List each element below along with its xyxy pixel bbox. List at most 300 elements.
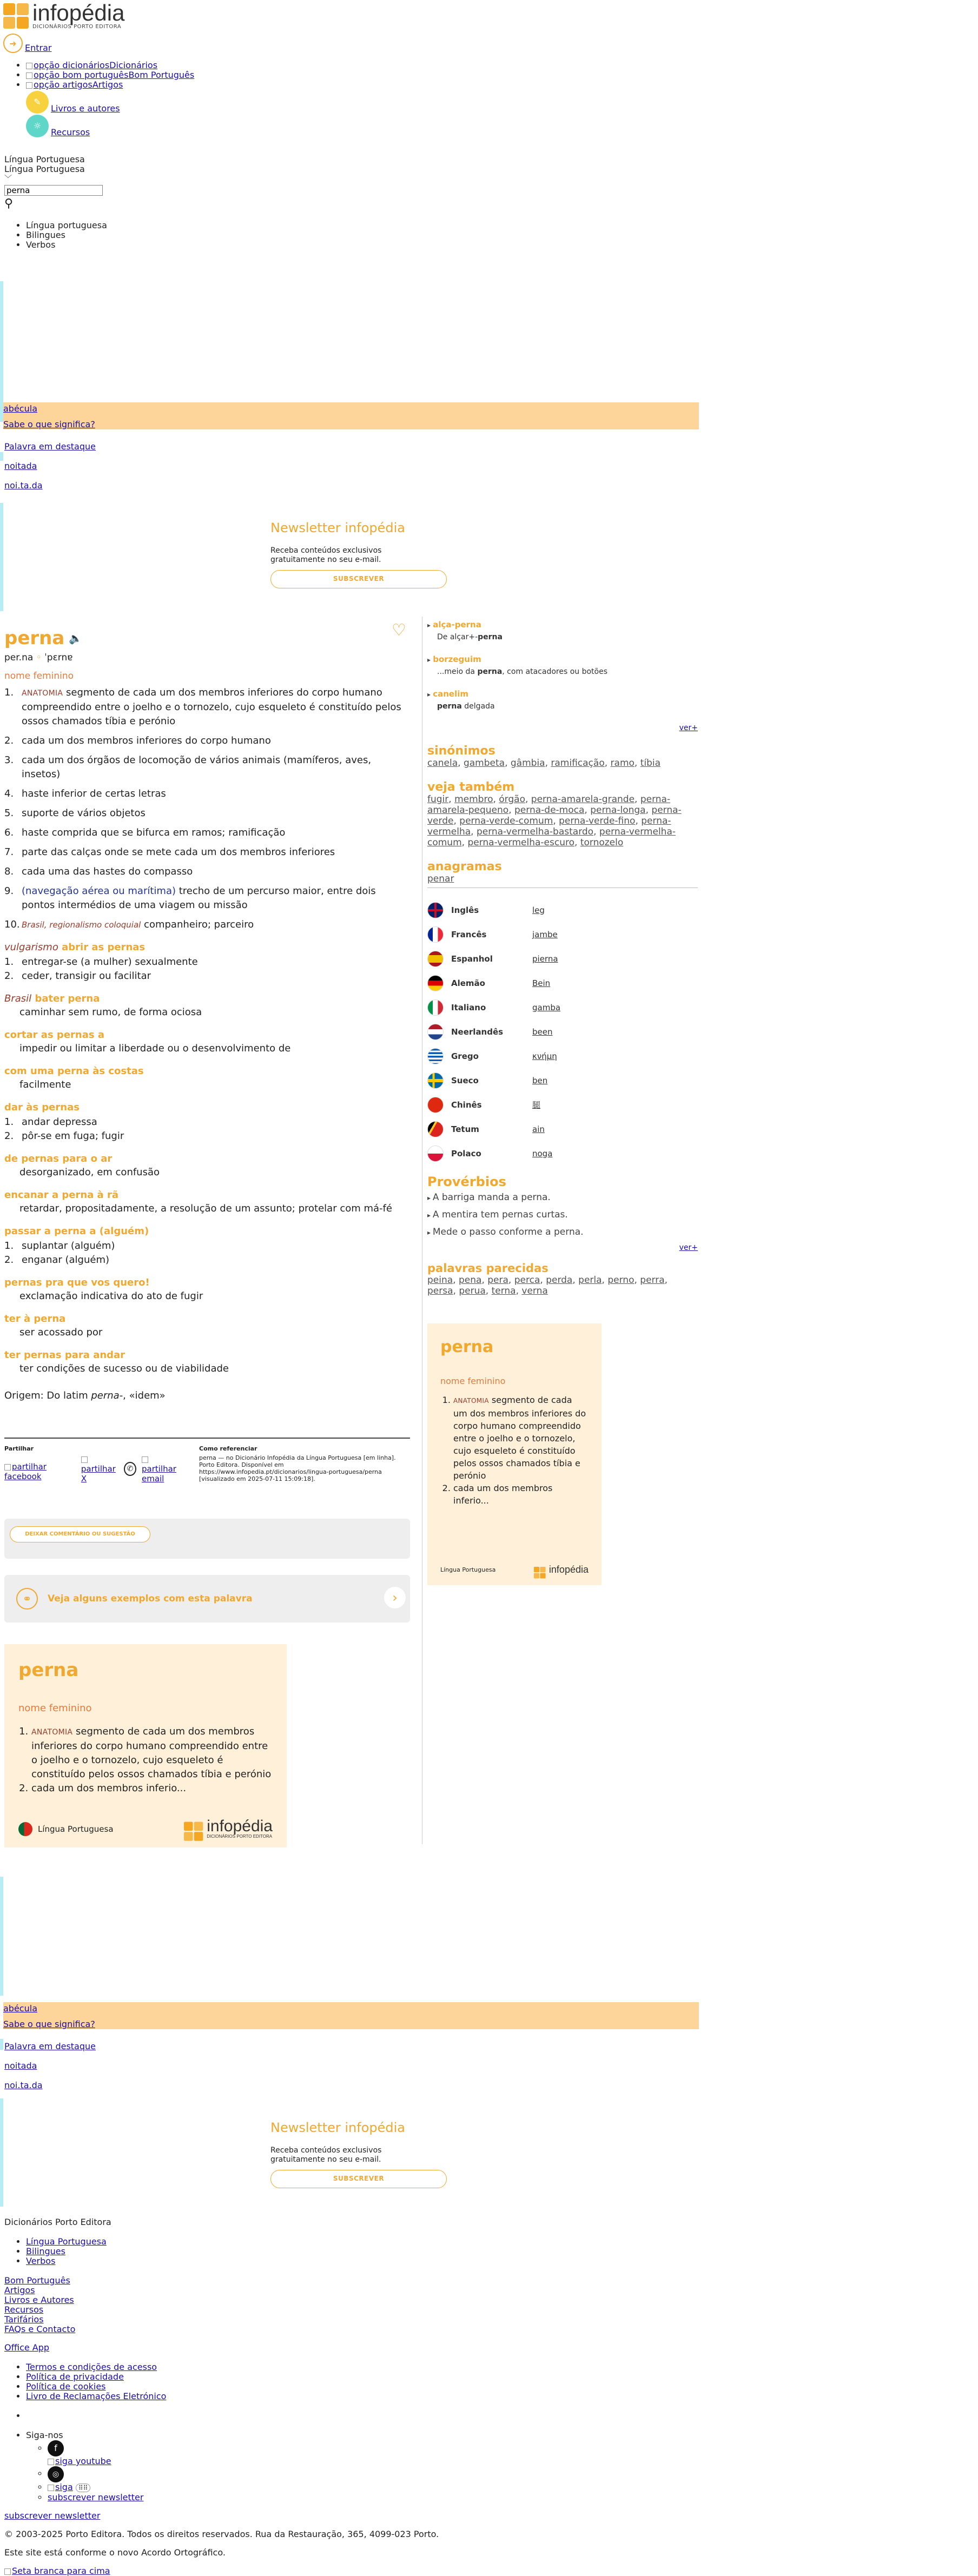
examples-icon: ⚭ xyxy=(16,1588,38,1610)
nav-item-dicionarios[interactable] xyxy=(26,61,194,70)
social-other-link[interactable] xyxy=(48,2482,73,2492)
flag-icon xyxy=(427,1097,444,1113)
dictionary-entry xyxy=(4,621,410,1401)
logo-subtitle: DICIONÁRIOS PORTO EDITORA xyxy=(32,24,122,30)
related-excerpt xyxy=(427,702,698,711)
login-link[interactable]: Entrar xyxy=(25,43,52,53)
examples-box[interactable] xyxy=(4,1575,410,1623)
see-also-link[interactable]: perna-amarela-grande xyxy=(531,794,635,805)
logo-mark-icon xyxy=(534,1567,539,1572)
search-icon[interactable]: ⚲ xyxy=(4,197,14,210)
see-also-link[interactable]: perna-vermelha xyxy=(427,816,671,837)
chevron-right-icon[interactable]: › xyxy=(384,1587,406,1608)
proverbs-more-link[interactable]: ver+ xyxy=(679,1243,698,1252)
back-to-top-link[interactable] xyxy=(4,2566,110,2576)
similar-word-link[interactable]: perra xyxy=(640,1275,665,1286)
translation-language: Grego xyxy=(451,1051,479,1061)
idiom-def-text: suplantar (alguém) xyxy=(22,1240,115,1251)
translation-word[interactable]: leg xyxy=(532,905,545,915)
see-also-link[interactable]: perna-vermelha-bastardo xyxy=(476,826,594,837)
flag-icon xyxy=(427,926,444,943)
login-area[interactable] xyxy=(3,34,51,53)
footer-legal-link[interactable]: Política de privacidade xyxy=(26,2372,124,2382)
translation-language: Inglês xyxy=(451,905,479,915)
pron-separator-icon: ◦ xyxy=(36,652,42,663)
idiom-block xyxy=(4,1029,410,1056)
sense-text: cada um dos membros inferiores do corpo humano xyxy=(22,735,271,746)
card-sense: 2. cada um dos membros inferio... xyxy=(31,1782,273,1796)
nav-item-artigos[interactable] xyxy=(26,80,194,90)
sense-item xyxy=(4,918,410,932)
citation-text: perna — no Dicionário Infopédia da Língua Portuguesa [em linha]. Porto Editora. Disponível em https://www.infopedia.pt/dicionarios/lingua-portuguesa/perna [visualizado em 2025-07-11 15:09:18]. xyxy=(199,1454,396,1482)
sense-text: suporte de vários objetos xyxy=(22,807,146,819)
footer-separator xyxy=(4,2411,697,2421)
footer-legal-link[interactable]: Termos e condições de acesso xyxy=(26,2362,157,2372)
logo-mark-icon xyxy=(184,1822,199,1836)
sense-item xyxy=(4,826,410,840)
side-card-brand-logo xyxy=(534,1564,589,1575)
sense-item xyxy=(4,734,410,748)
idiom-def-item xyxy=(4,969,410,983)
newsletter-text: Receba conteúdos exclusivos gratuitamente no seu e-mail. xyxy=(270,2146,382,2164)
translation-word[interactable]: ain xyxy=(532,1124,545,1134)
idiom-defs xyxy=(4,955,410,983)
ad-strip xyxy=(0,1877,3,1996)
promo-know-link[interactable]: Sabe o que significa? xyxy=(3,2019,95,2029)
footer-dict-link[interactable]: Verbos xyxy=(26,2256,56,2266)
sidebar xyxy=(427,620,698,1585)
footer-dicts xyxy=(4,2237,697,2266)
translation-word[interactable]: pierna xyxy=(532,953,558,964)
idiom-def: ser acossado por xyxy=(19,1327,103,1338)
nav-label-books[interactable]: Livros e autores xyxy=(51,103,120,114)
similar-words-title: palavras parecidas xyxy=(427,1262,549,1275)
translation-word[interactable]: 腿 xyxy=(532,1100,541,1110)
similar-word-link[interactable]: perua xyxy=(459,1286,486,1296)
see-also-link[interactable]: tornozelo xyxy=(580,837,624,848)
idiom-head: pernas pra que vos quero! xyxy=(4,1277,150,1288)
sense-item xyxy=(4,686,410,729)
card-word: perna xyxy=(18,1659,79,1681)
senses-list xyxy=(4,686,410,932)
sense-item xyxy=(4,753,410,782)
similar-word-link[interactable]: terna xyxy=(491,1286,516,1296)
share-section xyxy=(4,1445,194,1484)
nav-label-artigos[interactable]: Artigos xyxy=(92,80,123,90)
idiom-defs xyxy=(4,1115,410,1143)
etymology-prefix: Origem: Do latim xyxy=(4,1390,91,1401)
translation-word[interactable]: Bein xyxy=(532,978,551,988)
see-also-link[interactable]: perna-verde-fino xyxy=(559,816,636,826)
related-excerpt xyxy=(427,633,698,641)
part-of-speech: nome feminino xyxy=(4,671,74,681)
idiom-def: desorganizado, em confusão xyxy=(19,1167,160,1178)
sense-item xyxy=(4,845,410,859)
idiom-def-item xyxy=(4,1115,410,1129)
youtube-icon xyxy=(48,2459,54,2465)
related-item[interactable] xyxy=(427,620,698,641)
idiom-heading xyxy=(4,1153,410,1164)
idiom-label: vulgarismo xyxy=(4,942,58,953)
whatsapp-icon[interactable]: ✆ xyxy=(124,1462,136,1476)
idiom-heading xyxy=(4,1277,410,1288)
footer-link[interactable]: FAQs e Contacto xyxy=(4,2324,76,2334)
proverbs-list xyxy=(427,1189,698,1241)
idiom-def-item xyxy=(4,955,410,969)
dictionary-options xyxy=(0,221,107,250)
newsletter-box xyxy=(270,520,454,588)
see-also-link[interactable]: perna-vermelha-escuro xyxy=(467,837,575,848)
etymology-suffix: -, «idem» xyxy=(119,1390,166,1401)
instagram-icon[interactable]: ◎ xyxy=(48,2466,64,2482)
language-select[interactable] xyxy=(4,155,85,184)
newsletter-subscribe-button[interactable]: SUBSCREVER xyxy=(270,570,447,588)
side-card-sense xyxy=(453,1394,589,1482)
sense-text: cada uma das hastes do compasso xyxy=(22,866,193,877)
footer xyxy=(4,2217,697,2576)
email-icon xyxy=(142,1456,148,1463)
footer-dict-link[interactable]: Bilingues xyxy=(26,2246,65,2256)
translation-word[interactable]: noga xyxy=(532,1148,553,1158)
nav-alt[interactable]: opção dicionários xyxy=(34,60,110,70)
footer-legal xyxy=(4,2362,697,2401)
translation-language: Sueco xyxy=(451,1075,479,1085)
related-words xyxy=(427,620,698,711)
flag-icon xyxy=(427,1145,444,1162)
synonym-link[interactable]: canela xyxy=(427,758,458,769)
sense-item xyxy=(4,884,410,912)
site-logo[interactable] xyxy=(3,2,124,30)
translation-word[interactable]: gamba xyxy=(532,1002,561,1012)
see-also-title: veja também xyxy=(427,780,515,794)
flag-icon xyxy=(427,975,444,991)
newsletter-subscribe-button[interactable]: SUBSCREVER xyxy=(270,2170,447,2188)
footer-dict-link[interactable]: Língua Portuguesa xyxy=(26,2236,107,2247)
similar-word-link[interactable]: peina xyxy=(427,1275,453,1286)
footer-subscribe-link-2[interactable]: subscrever newsletter xyxy=(4,2511,101,2521)
idiom-heading xyxy=(4,1349,410,1361)
idiom-def: facilmente xyxy=(19,1079,71,1090)
flag-icon xyxy=(427,1024,444,1040)
translation-word[interactable]: been xyxy=(532,1027,553,1037)
idiom-head: de pernas para o ar xyxy=(4,1153,113,1164)
follow-label: Siga-nos xyxy=(26,2430,63,2440)
sense-text: companheiro; parceiro xyxy=(141,919,254,930)
translation-word[interactable]: κνήμη xyxy=(532,1051,557,1061)
related-item[interactable] xyxy=(427,689,698,711)
related-word[interactable]: ▸ canelim xyxy=(427,689,698,699)
see-also-link[interactable]: órgão xyxy=(499,794,525,805)
dict-option[interactable]: • Língua portuguesa xyxy=(26,221,107,230)
footer-link[interactable]: Livros e Autores xyxy=(4,2295,74,2305)
synonym-link[interactable]: gambeta xyxy=(463,758,505,769)
similar-word-link[interactable]: perca xyxy=(514,1275,540,1286)
facebook-icon[interactable]: f xyxy=(48,2440,64,2456)
proverbs-title: Provérbios xyxy=(427,1174,506,1189)
flag-icon xyxy=(427,902,444,918)
see-also-link[interactable]: perna-amarela-pequeno xyxy=(427,794,671,816)
proverb-item[interactable]: ▸ Mede o passo conforme a perna. xyxy=(427,1224,698,1241)
ad-strip xyxy=(0,2039,3,2050)
promo-word-link[interactable]: abécula xyxy=(3,403,37,414)
ad-strip xyxy=(0,281,3,422)
see-also-link[interactable]: perna-verde-comum xyxy=(459,816,553,826)
footer-link[interactable]: Artigos xyxy=(4,2285,35,2295)
share-email-label: partilhar email xyxy=(141,1464,176,1484)
flag-icon xyxy=(427,1121,444,1137)
flag-icon xyxy=(427,999,444,1016)
footer-subscribe-link[interactable]: subscrever newsletter xyxy=(48,2492,144,2502)
back-to-top-label: Seta branca para cima xyxy=(12,2566,110,2576)
idiom-def-number: 1. xyxy=(4,1116,14,1128)
side-card-sense-text: segmento de cada um dos membros inferiores do corpo humano compreendido entre o joelho e o tornozelo, cujo esqueleto é constituído pelos ossos chamados tíbia e perónio xyxy=(453,1395,586,1481)
see-also-link[interactable]: membro xyxy=(454,794,493,805)
idiom-block xyxy=(4,1153,410,1180)
related-word[interactable]: ▸ alça-perna xyxy=(427,620,698,630)
newsletter-title: Newsletter infopédia xyxy=(270,2120,405,2135)
nav-alt[interactable]: opção bom português xyxy=(34,70,129,80)
side-card-brand-name: infopédia xyxy=(549,1564,589,1575)
synonyms-list: canela, gambeta, gâmbia, ramificação, ramo, tíbia xyxy=(427,758,661,769)
similar-word-link[interactable]: persa xyxy=(427,1286,453,1296)
idiom-def-text: entregar-se (a mulher) sexualmente xyxy=(22,956,198,968)
search-input[interactable] xyxy=(4,185,103,196)
anagrams-list xyxy=(427,873,698,884)
idiom-heading xyxy=(4,942,410,953)
translation-row xyxy=(427,1044,698,1068)
similar-word-link[interactable]: pena xyxy=(458,1275,482,1286)
broken-image-icon xyxy=(26,72,32,79)
share-x-label: partilhar X xyxy=(81,1464,116,1484)
resources-icon: ☼ xyxy=(26,115,49,137)
idiom-def-text: ceder, transigir ou facilitar xyxy=(22,970,151,982)
speaker-icon[interactable]: 🔈 xyxy=(69,632,83,645)
word-promo-bar[interactable] xyxy=(3,2002,699,2029)
translation-word[interactable]: jambe xyxy=(532,929,558,939)
translation-language: Neerlandês xyxy=(451,1027,504,1037)
social-other-label: siga xyxy=(55,2482,73,2492)
highlight-syllables[interactable]: noi.ta.da xyxy=(4,2080,43,2090)
highlight-word[interactable]: noitada xyxy=(4,461,37,471)
nav-item-books[interactable] xyxy=(26,91,194,114)
similar-word-link[interactable]: pera xyxy=(487,1275,508,1286)
footer-link[interactable]: Bom Português xyxy=(4,2275,70,2286)
idiom-def-number: 1. xyxy=(4,956,14,968)
translations-list xyxy=(427,898,698,1166)
idiom-head: com uma perna às costas xyxy=(4,1065,144,1077)
proverb-item[interactable]: ▸ A mentira tem pernas curtas. xyxy=(427,1207,698,1224)
highlight-syllables[interactable]: noi.ta.da xyxy=(4,480,43,491)
see-also-link[interactable]: fugir xyxy=(427,794,449,805)
see-also-link[interactable]: perna-verde xyxy=(427,805,682,826)
similar-words-list: peina, pena, pera, perca, perda, perla, perno, perra, persa, perua, terna, verna xyxy=(427,1275,668,1296)
idiom-def-number: 2. xyxy=(4,1130,14,1142)
dict-option[interactable]: • Bilingues xyxy=(26,230,107,240)
related-word[interactable]: ▸ borzeguim xyxy=(427,654,698,664)
idiom-def-number: 2. xyxy=(4,1254,14,1266)
synonym-link[interactable]: tíbia xyxy=(640,758,661,769)
side-card-pos: nome feminino xyxy=(440,1376,506,1386)
idiom-heading xyxy=(4,1189,410,1201)
social-youtube-link[interactable] xyxy=(48,2456,111,2466)
related-item[interactable] xyxy=(427,654,698,676)
translation-row xyxy=(427,1117,698,1141)
translation-word[interactable]: ben xyxy=(532,1075,548,1085)
synonym-link[interactable]: ramificação xyxy=(551,758,605,769)
ad-strip xyxy=(0,452,3,461)
footer-link[interactable]: Tarifários xyxy=(4,2314,44,2325)
idiom-def-text: pôr-se em fuga; fugir xyxy=(22,1130,124,1142)
translation-language: Espanhol xyxy=(451,953,493,964)
highlight-link[interactable]: Palavra em destaque xyxy=(4,2041,96,2051)
card-sense-label: ANATOMIA xyxy=(31,1728,73,1737)
citation-title: Como referenciar xyxy=(199,1445,257,1452)
favorite-heart-icon[interactable]: ♡ xyxy=(392,621,406,640)
idiom-head: ter pernas para andar xyxy=(4,1349,125,1361)
synonym-link[interactable]: gâmbia xyxy=(510,758,545,769)
share-email-link[interactable] xyxy=(142,1454,194,1484)
idiom-def: impedir ou limitar a liberdade ou o desenvolvimento de xyxy=(19,1043,291,1054)
ad-strip xyxy=(0,2098,3,2207)
footer-links xyxy=(4,2276,697,2334)
idiom-def-item xyxy=(4,1129,410,1143)
flag-icon xyxy=(427,1072,444,1089)
footer-legal-link[interactable]: Livro de Reclamações Eletrónico xyxy=(26,2391,167,2401)
see-also-list: fugir, membro, órgão, perna-amarela-grande, perna-amarela-pequeno, perna-de-moca, perna-longa, perna-verde, perna-verde-comum, perna-verde-fino, perna-vermelha, perna-vermelha-bastardo, perna-vermelha-comum, perna-vermelha-escuro, tornozelo xyxy=(427,794,682,848)
sense-number: 8. xyxy=(4,866,14,877)
sense-text: haste comprida que se bifurca em ramos; ramificação xyxy=(22,827,286,838)
card-pos: nome feminino xyxy=(18,1703,92,1714)
sense-item xyxy=(4,787,410,801)
sense-number: 1. xyxy=(4,687,14,698)
syllables: per.na xyxy=(4,652,34,663)
sense-number: 5. xyxy=(4,807,14,819)
anagrams-title: anagramas xyxy=(427,860,502,873)
idiom-def-text: enganar (alguém) xyxy=(22,1254,110,1266)
footer-office-app[interactable]: Office App xyxy=(4,2342,50,2353)
nav-item-bom-portugues[interactable] xyxy=(26,70,194,80)
nav-alt[interactable]: opção artigos xyxy=(34,80,92,90)
similar-word-link[interactable]: perno xyxy=(607,1275,635,1286)
share-facebook-link[interactable] xyxy=(4,1462,76,1481)
sense-number: 6. xyxy=(4,827,14,838)
card-brand-name: infopédia xyxy=(207,1817,273,1835)
side-card-word: perna xyxy=(440,1337,494,1356)
sense-text: segmento de cada um dos membros inferiores do corpo humano compreendido entre o joelho e o tornozelo, cujo esqueleto é constituído pelos ossos chamados tíbia e perónio xyxy=(22,687,401,727)
proverb-item[interactable]: ▸ A barriga manda a perna. xyxy=(427,1189,698,1207)
idiom-head: abrir as pernas xyxy=(62,942,146,953)
idiom-heading xyxy=(4,1226,410,1237)
dict-option[interactable]: • Verbos xyxy=(26,240,107,250)
synonym-link[interactable]: ramo xyxy=(610,758,635,769)
social-icon xyxy=(48,2485,54,2491)
logo-name: infopédia xyxy=(32,0,125,25)
sense-label: Brasil, regionalismo coloquial xyxy=(22,920,141,930)
sense-number: 7. xyxy=(4,846,14,858)
related-excerpt xyxy=(427,667,698,676)
idiom-block xyxy=(4,1065,410,1092)
excerpt-bold: perna xyxy=(477,667,503,676)
excerpt-pre: ...meio da xyxy=(437,667,478,676)
idiom-head: passar a perna a (alguém) xyxy=(4,1226,149,1237)
chevron-down-icon[interactable]: ﹀ xyxy=(4,175,12,183)
translation-row xyxy=(427,922,698,946)
synonyms-title: sinónimos xyxy=(427,744,495,758)
sense-number: 3. xyxy=(4,754,14,766)
similar-word-link[interactable]: perda xyxy=(546,1275,573,1286)
see-also-link[interactable]: perna-de-moca xyxy=(514,805,585,816)
comment-button[interactable]: DEIXAR COMENTÁRIO OU SUGESTÃO xyxy=(10,1526,150,1542)
sense-label: ANATOMIA xyxy=(22,689,63,698)
similar-word-link[interactable]: perla xyxy=(578,1275,602,1286)
empty-bullet xyxy=(26,2411,697,2421)
comment-box xyxy=(4,1519,410,1559)
ad-strip xyxy=(0,503,3,611)
share-x-link[interactable] xyxy=(81,1454,118,1484)
portugal-flag-icon xyxy=(18,1822,32,1836)
side-card-language: Língua Portuguesa xyxy=(440,1566,496,1573)
language-selected-secondary: Língua Portuguesa xyxy=(4,164,85,174)
idiom-block xyxy=(4,1226,410,1267)
see-also-link[interactable]: perna-longa xyxy=(590,805,646,816)
copyright: © 2003-2025 Porto Editora. Todos os direitos reservados. Rua da Restauração, 365, 4099-023 Porto. xyxy=(4,2529,439,2539)
promo-word-link[interactable]: abécula xyxy=(3,2003,37,2014)
excerpt-bold: perna xyxy=(437,702,462,711)
sense-text: haste inferior de certas letras xyxy=(22,788,166,799)
card-brand-logo xyxy=(184,1819,273,1839)
idiom-def: ter condições de sucesso ou de viabilidade xyxy=(19,1363,229,1374)
highlight-word[interactable]: noitada xyxy=(4,2061,37,2071)
idiom-head: encanar a perna à rã xyxy=(4,1189,118,1201)
similar-word-link[interactable]: verna xyxy=(521,1286,548,1296)
translation-row xyxy=(427,995,698,1019)
side-card-senses xyxy=(440,1394,589,1507)
side-card-sense-label: ANATOMIA xyxy=(453,1397,489,1405)
idiom-heading xyxy=(4,1102,410,1113)
idiom-heading xyxy=(4,1029,410,1041)
sense-text: parte das calças onde se mete cada um dos membros inferiores xyxy=(22,846,335,858)
nav-label-bom-portugues[interactable]: Bom Português xyxy=(128,70,195,80)
translation-language: Italiano xyxy=(451,1002,486,1012)
promo-know-link[interactable]: Sabe o que significa? xyxy=(3,419,95,429)
translation-language: Tetum xyxy=(451,1124,479,1134)
etymology-word: perna xyxy=(91,1390,120,1401)
translation-language: Chinês xyxy=(451,1100,482,1110)
side-share-card xyxy=(427,1323,602,1585)
word-promo-bar[interactable] xyxy=(3,402,699,429)
footer-link[interactable]: Recursos xyxy=(4,2305,44,2315)
idioms-section xyxy=(4,942,410,1376)
nav-label-resources[interactable]: Recursos xyxy=(51,127,90,137)
idiom-block xyxy=(4,1349,410,1376)
footer-social xyxy=(4,2431,697,2502)
translation-row xyxy=(427,1019,698,1044)
anagram-link[interactable]: penar xyxy=(427,873,454,884)
idiom-def-number: 1. xyxy=(4,1240,14,1251)
nav-label-dicionarios[interactable]: Dicionários xyxy=(109,60,158,70)
nav-item-resources[interactable] xyxy=(26,115,194,137)
footer-legal-link[interactable]: Política de cookies xyxy=(26,2381,106,2392)
search-area xyxy=(4,185,103,196)
highlight-link[interactable]: Palavra em destaque xyxy=(4,441,96,452)
sense-number: 9. xyxy=(4,885,14,897)
idiom-head: cortar as pernas a xyxy=(4,1029,104,1041)
see-also-link[interactable]: perna-vermelha-comum xyxy=(427,826,676,848)
translation-row xyxy=(427,971,698,995)
logo-mark-icon xyxy=(3,3,29,29)
related-more-link[interactable]: ver+ xyxy=(679,724,698,732)
idiom-block xyxy=(4,1102,410,1143)
